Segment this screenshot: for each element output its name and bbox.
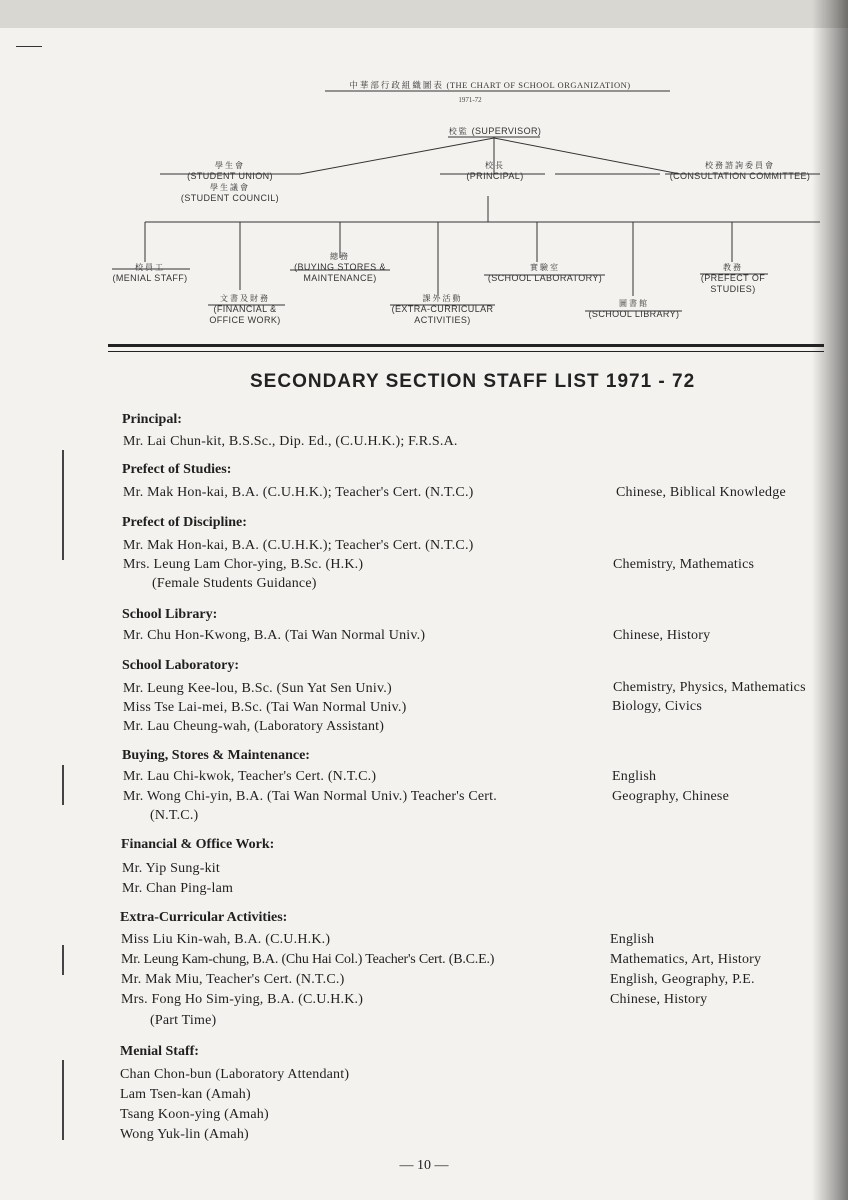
- node-library: 圖書館 (SCHOOL LIBRARY): [588, 299, 680, 319]
- staff-entry: Tsang Koon-ying (Amah): [120, 1107, 269, 1122]
- divider-thick: [108, 344, 824, 347]
- section-title-school-library: School Library:: [122, 607, 218, 622]
- node-principal: 校長 (PRINCIPAL): [466, 161, 524, 181]
- staff-subjects: English: [612, 769, 657, 784]
- staff-entry: Mr. Leung Kam-chung, B.A. (Chu Hai Col.) Teacher's Cert. (B.C.E.): [121, 952, 495, 967]
- staff-entry: Mr. Mak Hon-kai, B.A. (C.U.H.K.); Teacher's Cert. (N.T.C.): [123, 538, 474, 553]
- node-menial-staff: 校員工 (MENIAL STAFF): [112, 263, 188, 283]
- node-laboratory: 實驗室 (SCHOOL LABORATORY): [487, 263, 603, 283]
- node-financial: 文書及財務 (FINANCIAL & OFFICE WORK): [209, 294, 281, 325]
- staff-entry: Wong Yuk-lin (Amah): [120, 1127, 249, 1142]
- page-right-edge-shadow: [812, 0, 848, 1200]
- node-student-union: 學生會 (STUDENT UNION) 學生議會 (STUDENT COUNCIL): [180, 161, 280, 203]
- staff-entry: Mr. Lau Chi-kwok, Teacher's Cert. (N.T.C.): [123, 769, 377, 784]
- org-chart: [0, 0, 848, 345]
- staff-entry-note: (N.T.C.): [150, 808, 199, 823]
- margin-line: [62, 1060, 64, 1140]
- node-prefect-of-studies: 教務 (PREFECT OF STUDIES): [700, 263, 766, 294]
- staff-entry: Mr. Lai Chun-kit, B.S.Sc., Dip. Ed., (C.U.H.K.); F.R.S.A.: [123, 434, 458, 449]
- chart-title-zh: 中華部行政組織圖表: [349, 81, 444, 91]
- section-title-prefect-of-discipline: Prefect of Discipline:: [122, 515, 247, 530]
- staff-subjects: Chemistry, Physics, Mathematics: [613, 680, 806, 695]
- staff-entry: Mr. Mak Hon-kai, B.A. (C.U.H.K.); Teacher's Cert. (N.T.C.): [123, 485, 474, 500]
- section-title-school-laboratory: School Laboratory:: [122, 658, 240, 673]
- staff-subjects: Geography, Chinese: [612, 789, 729, 804]
- staff-entry-note: (Female Students Guidance): [152, 576, 317, 591]
- node-extra-curricular: 課外活動 (EXTRA-CURRICULAR ACTIVITIES): [391, 294, 494, 325]
- staff-entry: Mr. Mak Miu, Teacher's Cert. (N.T.C.): [121, 972, 345, 987]
- margin-line: [62, 765, 64, 805]
- staff-entry: Mrs. Fong Ho Sim-ying, B.A. (C.U.H.K.): [121, 992, 364, 1007]
- staff-entry: Mr. Lau Cheung-wah, (Laboratory Assistant): [123, 719, 385, 734]
- staff-subjects: Chinese, History: [610, 992, 708, 1007]
- staff-subjects: English, Geography, P.E.: [610, 972, 755, 987]
- staff-entry: Mr. Chu Hon-Kwong, B.A. (Tai Wan Normal Univ.): [123, 628, 426, 643]
- chart-title: [300, 79, 680, 91]
- staff-entry: Mrs. Leung Lam Chor-ying, B.Sc. (H.K.): [123, 557, 364, 572]
- node-buying: 總務 (BUYING STORES & MAINTENANCE): [294, 252, 386, 283]
- staff-entry: Mr. Wong Chi-yin, B.A. (Tai Wan Normal Univ.) Teacher's Cert.: [123, 789, 497, 804]
- staff-entry: Mr. Yip Sung-kit: [122, 861, 220, 876]
- staff-subjects: Chinese, History: [613, 628, 711, 643]
- staff-entry: Miss Tse Lai-mei, B.Sc. (Tai Wan Normal Univ.): [123, 700, 407, 715]
- section-title-menial-staff: Menial Staff:: [120, 1044, 199, 1059]
- divider-thin: [108, 351, 824, 352]
- page-number: — 10 —: [399, 1158, 449, 1173]
- section-title-extra-curricular: Extra-Curricular Activities:: [120, 910, 288, 925]
- section-title-buying-stores: Buying, Stores & Maintenance:: [122, 748, 310, 763]
- staff-entry: Mr. Leung Kee-lou, B.Sc. (Sun Yat Sen Univ.): [123, 681, 392, 696]
- section-title-prefect-of-studies: Prefect of Studies:: [122, 462, 232, 477]
- staff-subjects: Biology, Civics: [612, 699, 702, 714]
- margin-line: [62, 450, 64, 560]
- staff-subjects: English: [610, 932, 655, 947]
- section-title-principal: Principal:: [122, 412, 182, 427]
- staff-entry: Miss Liu Kin-wah, B.A. (C.U.H.K.): [121, 932, 331, 947]
- staff-entry: Chan Chon-bun (Laboratory Attendant): [120, 1067, 350, 1082]
- chart-title-en: (THE CHART OF SCHOOL ORGANIZATION): [446, 80, 631, 90]
- staff-entry: Mr. Chan Ping-lam: [122, 881, 234, 896]
- staff-subjects: Chemistry, Mathematics: [613, 557, 755, 572]
- section-title-financial: Financial & Office Work:: [121, 837, 275, 852]
- staff-subjects: Chinese, Biblical Knowledge: [616, 485, 786, 500]
- node-consultation-committee: 校務諮詢委員會 (CONSULTATION COMMITTEE): [669, 161, 811, 181]
- chart-year: 1971-72: [458, 96, 482, 104]
- margin-line: [62, 945, 64, 975]
- staff-subjects: Mathematics, Art, History: [610, 952, 762, 967]
- staff-entry-note: (Part Time): [150, 1013, 217, 1028]
- page-title: SECONDARY SECTION STAFF LIST 1971 - 72: [250, 371, 696, 392]
- node-supervisor: 校監 (SUPERVISOR): [448, 126, 542, 136]
- staff-entry: Lam Tsen-kan (Amah): [120, 1087, 251, 1102]
